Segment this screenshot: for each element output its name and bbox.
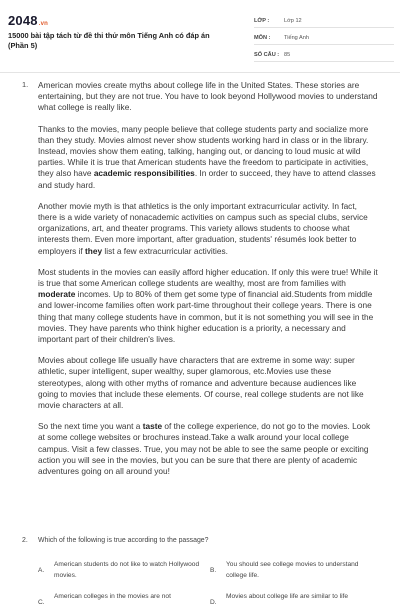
paragraph-text: . In order to succeed, they have to attend classes and study hard. <box>38 168 376 190</box>
meta-value: 85 <box>284 51 291 58</box>
option-text: American colleges in the movies are not <box>54 593 171 600</box>
paragraph-text: incomes. Up to 80% of them get some type of financial aid.Students from middle and lower-income families often work part-time throughout their college years. There is one thing that many college students have in common, but it is not something you will see in the movies. They have parents who think higher education is a priority, a necessary and important part of their children's lives. <box>38 289 374 345</box>
meta-value: Tiếng Anh <box>284 34 309 41</box>
paragraph-text: Most students in the movies can easily afford higher education. If only this were true! While it is true that some American college students are wealthy, most are from families with <box>38 266 378 289</box>
question-text: Which of the following is true according to the passage? <box>38 537 209 544</box>
paragraph-text: of the college experience, do not go to the movies. Look at some college websites or brochures instead.Take a walk around your local college campus. Visit a few classes. True, you may not be able to see the same people or exciting action you will see in the movies, but you can be sure that there are plenty of academic adventures going on all around you! <box>38 421 371 477</box>
passage-paragraph-5: Movies about college life usually have characters that are extreme in some way: super athletic, super intelligent, super wealthy, super glamorous, etc.Movies use these stereotypes, along with other myths of romance and adventure because audiences like going to movies that include these elements. Of course, real college students are not like movie characters at all. <box>38 355 364 411</box>
site-logo[interactable] <box>8 13 48 28</box>
passage-paragraph-6 <box>38 421 378 477</box>
question-number: 1. <box>22 80 29 89</box>
document-meta <box>254 14 394 65</box>
meta-key: SỐ CÂU : <box>254 51 280 58</box>
option-letter: A. <box>38 567 45 574</box>
highlighted-term: taste <box>142 421 163 432</box>
meta-row-grade <box>254 14 394 28</box>
question-number: 2. <box>22 537 28 544</box>
highlighted-term: academic responsibilities <box>93 168 195 179</box>
page-header <box>0 0 400 64</box>
passage-paragraph-2 <box>38 124 378 191</box>
option-letter: B. <box>210 567 217 574</box>
meta-key: LỚP : <box>254 17 270 24</box>
logo-suffix: .vn <box>38 21 49 27</box>
paragraph-text: So the next time you want a <box>38 421 143 432</box>
highlighted-term: they <box>85 245 103 256</box>
option-letter: D. <box>210 599 217 606</box>
logo-text: 2048 <box>8 13 38 28</box>
header-divider <box>0 72 400 73</box>
paragraph-text: Another movie myth is that athletics is the only important extracurricular activity. In fact, there is a wide variety of nonacademic activities on campus such as special clubs, service organizations, art, and theater programs. This variety allows students to choose what interests them. Even more important, after graduation, students' résumés look better to employers if <box>38 200 368 256</box>
paragraph-text: list a few extracurricular activities. <box>102 245 228 256</box>
meta-key: MÔN : <box>254 34 271 41</box>
passage-paragraph-4 <box>38 267 378 345</box>
option-text: You should see college movies to understand college life. <box>226 561 359 579</box>
highlighted-term: moderate <box>38 289 76 300</box>
passage-paragraph-3 <box>38 201 378 257</box>
reading-passage <box>38 80 378 487</box>
passage-paragraph-1: American movies create myths about college life in the United States. These stories are entertaining, but they are not true. You have to look beyond Hollywood movies to understand what college is really like. <box>38 80 378 113</box>
meta-row-question-count <box>254 48 394 62</box>
option-letter: C. <box>38 599 45 606</box>
option-text: Movies about college life are similar to life <box>226 593 349 600</box>
paragraph-text: Thanks to the movies, many people believe that college students party and socialize more than they study. Movies almost never show students working hard in class or in the library. Instead, movies show them eating, talking, hanging out, or dancing to loud music at wild parties. While it is true that American students have the freedom to participate in activities, they also have <box>38 123 369 179</box>
meta-row-subject <box>254 31 394 45</box>
meta-value: Lớp 12 <box>284 17 302 24</box>
option-text: American students do not like to watch Hollywood movies. <box>54 561 200 579</box>
document-title: 15000 bài tập tách từ đề thi thử môn Tiếng Anh có đáp án (Phần 5) <box>8 31 210 50</box>
